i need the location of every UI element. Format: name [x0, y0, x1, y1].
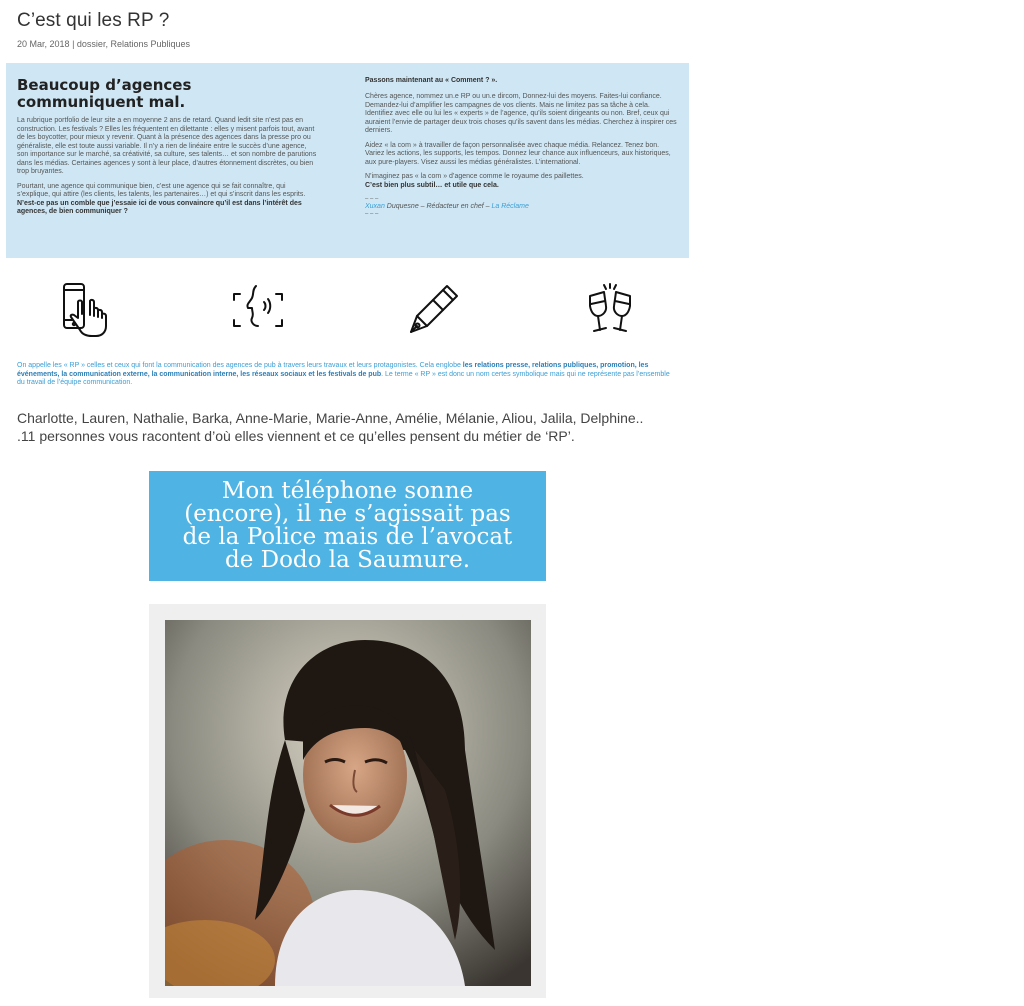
- la-reclame-link[interactable]: La Réclame: [491, 203, 529, 210]
- people-summary: .11 personnes vous racontent d’où elles viennent et ce qu’elles pensent du métier de ‘RP’.: [17, 428, 575, 444]
- info-paragraph: Aidez « la com » à travailler de façon personnalisée avec chaque média. Relancez. Tenez bon. Variez les actions, les supports, les tempos. Donnez leur chance aux influenceurs, aux historiques, aux pure-players. Visez aussi les médias généralistes. L’international.: [365, 141, 671, 166]
- quote-text: Mon téléphone sonne (encore), il ne s’agissait pas de la Police mais de l’avocat de Dodo la Saumure.: [182, 478, 513, 573]
- icons-row: [0, 278, 700, 344]
- post-date: 20 Mar, 2018: [17, 39, 70, 49]
- info-box: [6, 63, 689, 258]
- category-link-relations-publiques[interactable]: Relations Publiques: [110, 39, 191, 49]
- champagne-cheers-icon: [580, 280, 640, 340]
- info-right-column: [365, 77, 677, 217]
- signature: Xuxan Duquesne – Rédacteur en chef – La Réclame: [365, 203, 529, 210]
- post-title: C’est qui les RP ?: [17, 10, 170, 31]
- people-intro: [17, 409, 677, 445]
- info-paragraph: La rubrique portfolio de leur site a en moyenne 2 ans de retard. Quand ledit site n’est pas en construction. Les festivals ? Elles les fréquentent en dilettante : elles y misent parfois tout, avant de les boycotter, pour mieux y revenir. Quant à la présence des agences dans la presse pro ou généraliste, elle est toute aussi variable. Il n’y a rien de linéaire entre le succès d’une agence, son importance sur le marché, sa créativité, sa culture, ses talents… et son nombre de parutions dans les médias. Certaines agences y sont à leur place, d’autres étonnement discrètes, ou bien trop bruyantes.: [17, 117, 317, 175]
- photo-frame: [149, 604, 546, 998]
- quote-box: [149, 471, 546, 581]
- portrait-photo: [165, 620, 531, 986]
- info-paragraph: Chères agence, nommez un.e RP ou un.e dircom, Donnez-lui des moyens. Faites-lui confiance. Demandez-lui d’amplifier les campagnes de vos clients. Mais ne limitez pas sa tâche à cela. Identifiez avec elle ou lui les « experts » de l’agence, qu’ils soient dirigeants ou non. Bref, ceux qui auraient l’envie de partager deux trois choses qu’ils savent dans les médias. Cherchez à inspirer ces derniers.: [365, 93, 677, 134]
- info-paragraph: Pourtant, une agence qui communique bien, c’est une agence qui se fait connaître, qui s’explique, qui attire (les clients, les talents, les partenaires…) et qui s’inscrit dans les esprits. N’est-ce pas un comble que j’essaie ici de vous convaincre qu’il est dans l’intérêt des agences, de bien communiquer ?: [17, 182, 306, 215]
- phone-touch-icon: [56, 280, 116, 340]
- category-link-dossier[interactable]: dossier: [76, 39, 106, 49]
- info-bold-question: N’est-ce pas un comble que j’essaie ici de vous convaincre qu’il est dans l’intérêt des agences, de bien communiquer ?: [17, 199, 302, 215]
- rp-definition: On appelle les « RP » celles et ceux qui font la communication des agences de pub à travers leurs travaux et leurs protagonistes. Cela englobe les relations presse, relations publiques, promotion, les événements, la communication externe, la communication interne, les réseaux sociaux et les festivals de pub. Le terme « RP » est donc un nom certes symbolique mais qui ne représente pas l’ensemble du travail de l’équipe communication.: [17, 362, 670, 386]
- rp-definition-bold: les relations presse, relations publiques, promotion, les événements, la communication externe, la communication interne, les réseaux sociaux et les festivals de pub: [17, 362, 649, 378]
- author-link[interactable]: Xuxan: [365, 203, 385, 210]
- signature-separator: – – –: [365, 196, 379, 202]
- meta-separator: |: [72, 39, 75, 49]
- voice-recognition-icon: [228, 280, 288, 340]
- people-names: Charlotte, Lauren, Nathalie, Barka, Anne-Marie, Marie-Anne, Amélie, Mélanie, Aliou, Jalila, Delphine..: [17, 410, 644, 426]
- info-heading: Beaucoup d’agences communiquent mal.: [17, 76, 192, 111]
- signature-separator: – – –: [365, 211, 379, 217]
- info-left-column: [17, 77, 317, 223]
- info-paragraph: N’imaginez pas « la com » d’agence comme le royaume des paillettes. C’est bien plus subtil… et utile que cela.: [365, 173, 584, 189]
- post-meta: 20 Mar, 2018 | dossier, Relations Publiques: [17, 39, 191, 49]
- fountain-pen-icon: [403, 280, 463, 340]
- info-right-heading: Passons maintenant au « Comment ? ».: [365, 77, 498, 84]
- info-bold-conclusion: C’est bien plus subtil… et utile que cela.: [365, 181, 499, 189]
